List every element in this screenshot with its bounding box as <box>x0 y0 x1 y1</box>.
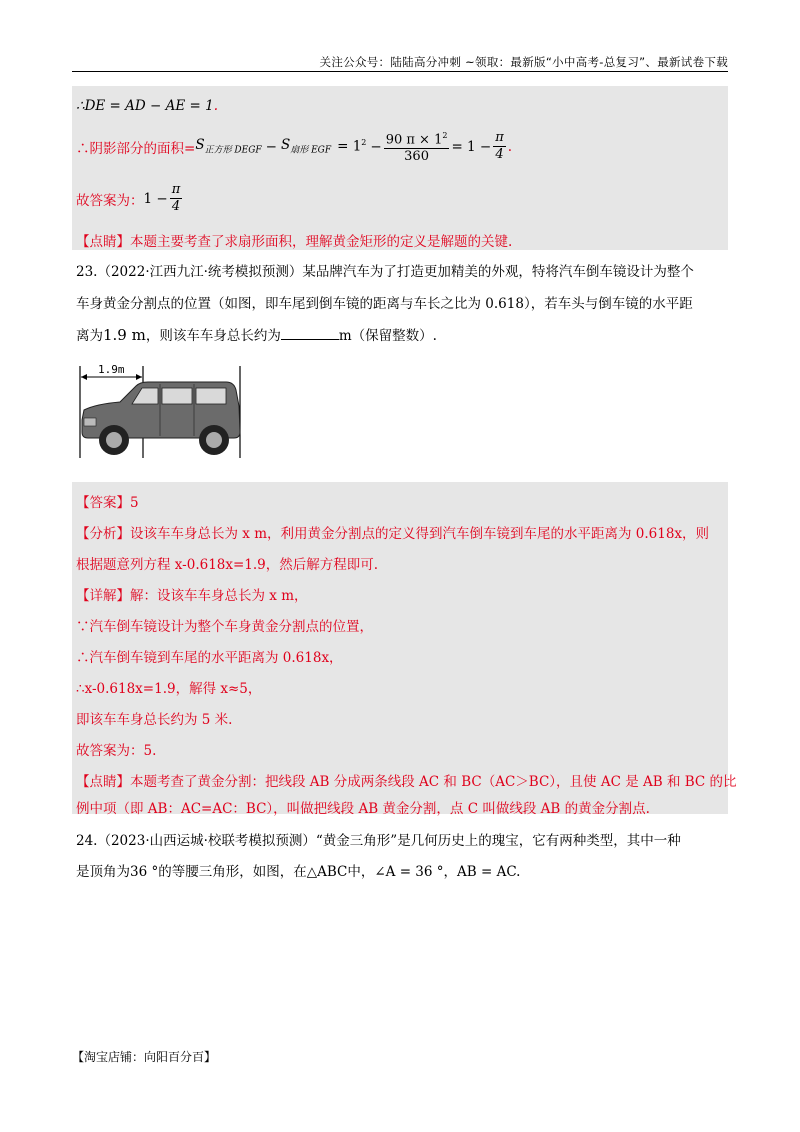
dim-arrow-left <box>81 374 87 380</box>
q23-comment-2: 例中项（即 AB：AC=AC：BC），叫做把线段 AB 黄金分割，点 C 叫做线段 AB 的黄金分割点. <box>76 801 650 817</box>
q23-detail-6: 故答案为：5. <box>76 743 157 759</box>
answer-fraction: $\frac{\pi}{4}$ <box>171 182 181 214</box>
page-header: 关注公众号：陆陆高分冲刺 ~领取：最新版“小中高考-总复习”、最新试卷下载 <box>319 55 728 69</box>
q23-line2: 车身黄金分割点的位置（如图，即车尾到倒车镜的距离与车长之比为 0.618），若车头与倒车镜的水平距 <box>76 296 693 312</box>
prev-comment: 【点睛】本题主要考查了求扇形面积，理解黄金矩形的定义是解题的关键. <box>76 234 513 250</box>
q23-answer: 【答案】5 <box>76 495 139 511</box>
header-rule <box>72 71 728 72</box>
s-square: $S_{正方形 DEGF}$ <box>195 137 262 156</box>
q24-line2: 是顶角为36 °的等腰三角形，如图，在△ABC中，∠A = 36 °，AB = AC. <box>76 864 521 880</box>
prev-step-area: ∴阴影部分的面积= $S_{正方形 DEGF}$ − $S_{扇形 EGF}$ = $1^2$ − $\frac{90 \pi \times 1^2}{360}$ = 1 − $\frac{\pi}{4}$ . <box>76 128 512 165</box>
prev-answer: 故答案为： 1 − $\frac{\pi}{4}$ <box>76 182 181 214</box>
prev-step-de-text: ∴DE = AD − AE = 1 <box>76 98 214 114</box>
s-sector: $S_{扇形 EGF}$ <box>280 137 332 156</box>
q23-comment-1: 【点睛】本题考查了黄金分割：把线段 AB 分成两条线段 AC 和 BC（AC＞BC），且使 AC 是 AB 和 BC 的比 <box>76 774 737 790</box>
q23-detail-1: 【详解】解：设该车车身总长为 x m， <box>76 588 308 604</box>
sector-fraction: $\frac{90 \pi \times 1^2}{360}$ <box>384 128 450 165</box>
answer-blank <box>281 327 339 340</box>
prev-step-de: ∴DE = AD − AE = 1. <box>76 98 219 114</box>
area-prefix: ∴阴影部分的面积= <box>76 140 196 157</box>
q23-analysis-1: 【分析】设该车车身总长为 x m，利用黄金分割点的定义得到汽车倒车镜到车尾的水平距离为 0.618x，则 <box>76 526 710 542</box>
q23-line3: 离为1.9 m，则该车车身总长约为 m（保留整数）. <box>76 326 437 344</box>
eq-part1: = $1^2$ − <box>337 138 382 155</box>
rear-window <box>196 388 226 404</box>
q23-detail-4: ∴x-0.618x=1.9，解得 x≈5， <box>76 681 262 697</box>
q23-detail-3: ∴汽车倒车镜到车尾的水平距离为 0.618x， <box>76 650 343 666</box>
q23-detail-5: 即该车车身总长约为 5 米. <box>76 712 233 728</box>
middle-window <box>162 388 192 404</box>
pi-over-4-fraction: $\frac{\pi}{4}$ <box>495 130 504 163</box>
dim-arrow-right <box>136 374 142 380</box>
headlight <box>84 418 96 426</box>
q24-line1: 24.（2023·山西运城·校联考模拟预测）“黄金三角形”是几何历史上的瑰宝，它有两种类型，其中一种 <box>76 833 681 849</box>
q23-analysis-2: 根据题意列方程 x-0.618x=1.9，然后解方程即可. <box>76 557 379 573</box>
dimension-label: 1.9m <box>98 363 125 376</box>
q23-detail-2: ∵汽车倒车镜设计为整个车身黄金分割点的位置， <box>76 619 373 635</box>
page-footer: 【淘宝店铺：向阳百分百】 <box>72 1050 217 1064</box>
car-figure <box>76 362 246 466</box>
q23-line1: 23.（2022·江西九江·统考模拟预测）某品牌汽车为了打造更加精美的外观，特将汽车倒车镜设计为整个 <box>76 264 694 280</box>
